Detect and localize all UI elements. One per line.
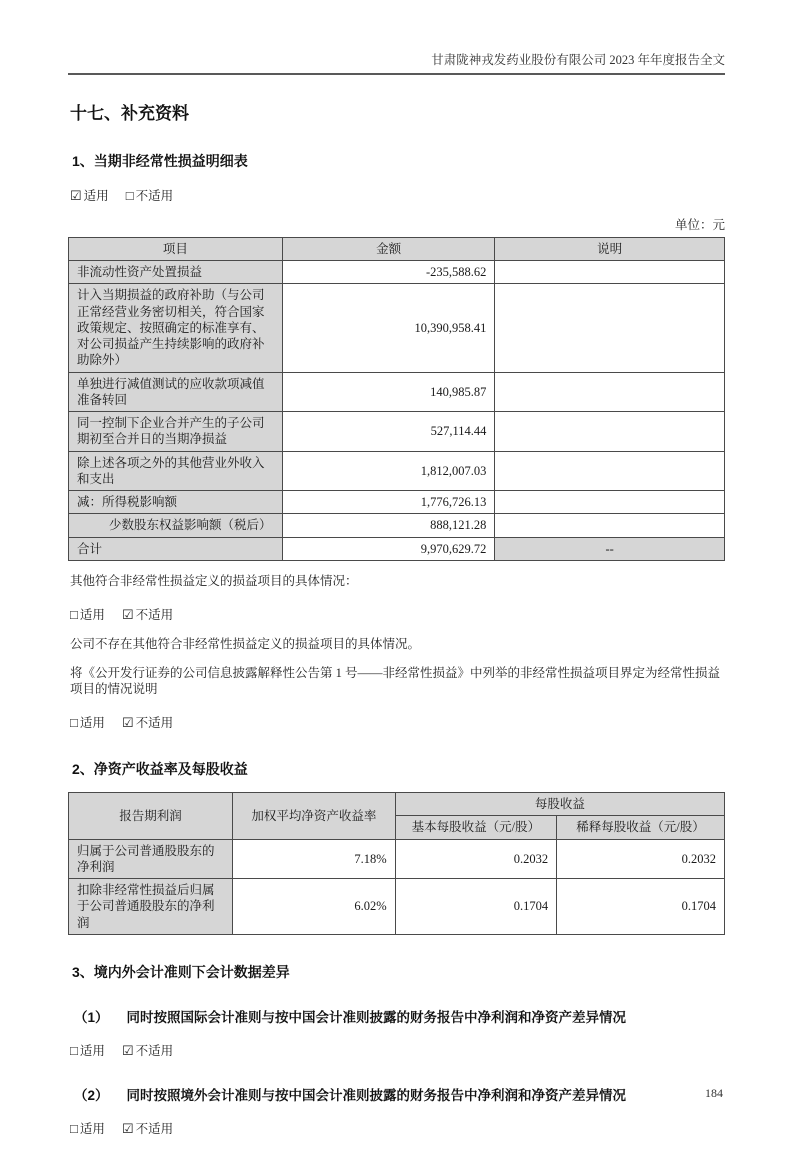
checked-checkbox-icon: ☑ [70, 188, 82, 203]
diluted-eps-value: 0.1704 [557, 879, 725, 935]
note-value [495, 261, 725, 284]
subsection-1-title: 1、当期非经常性损益明细表 [72, 153, 248, 169]
subsection-3-2-title [74, 1084, 725, 1104]
paragraph-define: 将《公开发行证券的公司信息披露解释性公告第 1 号——非经常性损益》中列举的非经常性损益项目界定为经常性损益项目的情况说明 [70, 665, 721, 697]
applicable-label: 适用 [79, 1043, 105, 1058]
item-label: 同一控制下企业合并产生的子公司期初至合并日的当期净损益 [69, 412, 283, 452]
column-header-amount: 金额 [282, 237, 495, 260]
non-recurring-items-table [68, 237, 725, 561]
item-label: 少数股东权益影响额（税后） [69, 514, 283, 537]
section-title: 十七、补充资料 [70, 104, 189, 123]
checked-checkbox-icon: ☑ [122, 1120, 134, 1136]
table-row [69, 261, 725, 284]
applicability-line-4 [70, 1042, 725, 1060]
paragraph-other-items: 其他符合非经常性损益定义的损益项目的具体情况： [70, 573, 358, 588]
checked-checkbox-icon: ☑ [122, 715, 134, 731]
table-header-row [69, 793, 725, 816]
applicable-label: 适用 [79, 716, 105, 731]
item-label: 归属于公司普通股股东的净利润 [69, 839, 233, 879]
total-amount-value: 9,970,629.72 [282, 537, 495, 560]
note-value [495, 284, 725, 372]
amount-value: 140,985.87 [282, 372, 495, 412]
item-label: 除上述各项之外的其他营业外收入和支出 [69, 451, 283, 491]
item-label: 扣除非经常性损益后归属于公司普通股股东的净利润 [69, 879, 233, 935]
note-value [495, 451, 725, 491]
column-header-period-profit: 报告期利润 [69, 793, 233, 840]
unchecked-checkbox-icon: □ [70, 1042, 78, 1058]
total-label: 合计 [69, 537, 283, 560]
checked-checkbox-icon: ☑ [122, 1042, 134, 1058]
table-row [69, 284, 725, 372]
applicable-label: 适用 [83, 189, 109, 203]
subsection-3-2-number: （2） [74, 1087, 109, 1103]
roe-value: 6.02% [233, 879, 396, 935]
subsection-3-title: 3、境内外会计准则下会计数据差异 [72, 963, 290, 980]
table-row [69, 412, 725, 452]
applicable-label: 适用 [79, 607, 105, 622]
note-value [495, 372, 725, 412]
unchecked-checkbox-icon: □ [70, 1120, 78, 1136]
column-group-header-eps: 每股收益 [395, 793, 724, 816]
item-label: 非流动性资产处置损益 [69, 261, 283, 284]
applicability-line-3 [70, 714, 725, 732]
subsection-3-2-text: 同时按照境外会计准则与按中国会计准则披露的财务报告中净利润和净资产差异情况 [126, 1087, 627, 1103]
table-total-row [69, 537, 725, 560]
document-header-title: 甘肃陇神戎发药业股份有限公司 2023 年年度报告全文 [431, 53, 725, 67]
not-applicable-label: 不适用 [135, 607, 174, 622]
column-header-weighted-roe: 加权平均净资产收益率 [233, 793, 396, 840]
note-value [495, 491, 725, 514]
item-label: 减：所得税影响额 [69, 491, 283, 514]
not-applicable-label: 不适用 [135, 1121, 174, 1136]
subsection-3-1-number: （1） [74, 1009, 109, 1025]
item-label: 计入当期损益的政府补助（与公司正常经营业务密切相关，符合国家政策规定、按照确定的标准享有、对公司损益产生持续影响的政府补助除外） [69, 284, 283, 372]
roe-eps-table [68, 792, 725, 935]
checked-checkbox-icon: ☑ [122, 606, 134, 622]
amount-value: 10,390,958.41 [282, 284, 495, 372]
column-header-basic-eps: 基本每股收益（元/股） [395, 816, 556, 839]
total-note-value: -- [495, 537, 725, 560]
applicability-line-1 [70, 187, 725, 205]
not-applicable-label: 不适用 [135, 716, 174, 731]
table-row [69, 372, 725, 412]
page-number: 184 [705, 1086, 723, 1100]
diluted-eps-value: 0.2032 [557, 839, 725, 879]
not-applicable-label: 不适用 [135, 1043, 174, 1058]
table-row [69, 514, 725, 537]
unchecked-checkbox-icon: □ [70, 606, 78, 622]
amount-value: 527,114.44 [282, 412, 495, 452]
roe-value: 7.18% [233, 839, 396, 879]
note-value [495, 514, 725, 537]
subsection-2-title: 2、净资产收益率及每股收益 [72, 761, 248, 778]
amount-value: 1,812,007.03 [282, 451, 495, 491]
subsection-3-1-text: 同时按照国际会计准则与按中国会计准则披露的财务报告中净利润和净资产差异情况 [126, 1009, 627, 1025]
amount-value: 1,776,726.13 [282, 491, 495, 514]
amount-value: -235,588.62 [282, 261, 495, 284]
table-row [69, 839, 725, 879]
column-header-item: 项目 [69, 237, 283, 260]
document-header [68, 50, 725, 75]
applicability-line-5 [70, 1120, 725, 1138]
basic-eps-value: 0.2032 [395, 839, 556, 879]
report-page [0, 50, 793, 1172]
table-row [69, 879, 725, 935]
table-row [69, 491, 725, 514]
note-value [495, 412, 725, 452]
column-header-diluted-eps: 稀释每股收益（元/股） [557, 816, 725, 839]
applicable-label: 适用 [79, 1121, 105, 1136]
subsection-3-1-title [74, 1006, 725, 1026]
column-header-note: 说明 [495, 237, 725, 260]
paragraph-no-other: 公司不存在其他符合非经常性损益定义的损益项目的具体情况。 [70, 636, 421, 651]
basic-eps-value: 0.1704 [395, 879, 556, 935]
table-row [69, 451, 725, 491]
unchecked-checkbox-icon: □ [125, 188, 134, 203]
unit-label: 单位：元 [674, 217, 725, 232]
table-header-row [69, 237, 725, 260]
applicability-line-2 [70, 606, 725, 624]
not-applicable-label: 不适用 [135, 189, 174, 203]
amount-value: 888,121.28 [282, 514, 495, 537]
unchecked-checkbox-icon: □ [70, 715, 78, 731]
item-label: 单独进行减值测试的应收款项减值准备转回 [69, 372, 283, 412]
